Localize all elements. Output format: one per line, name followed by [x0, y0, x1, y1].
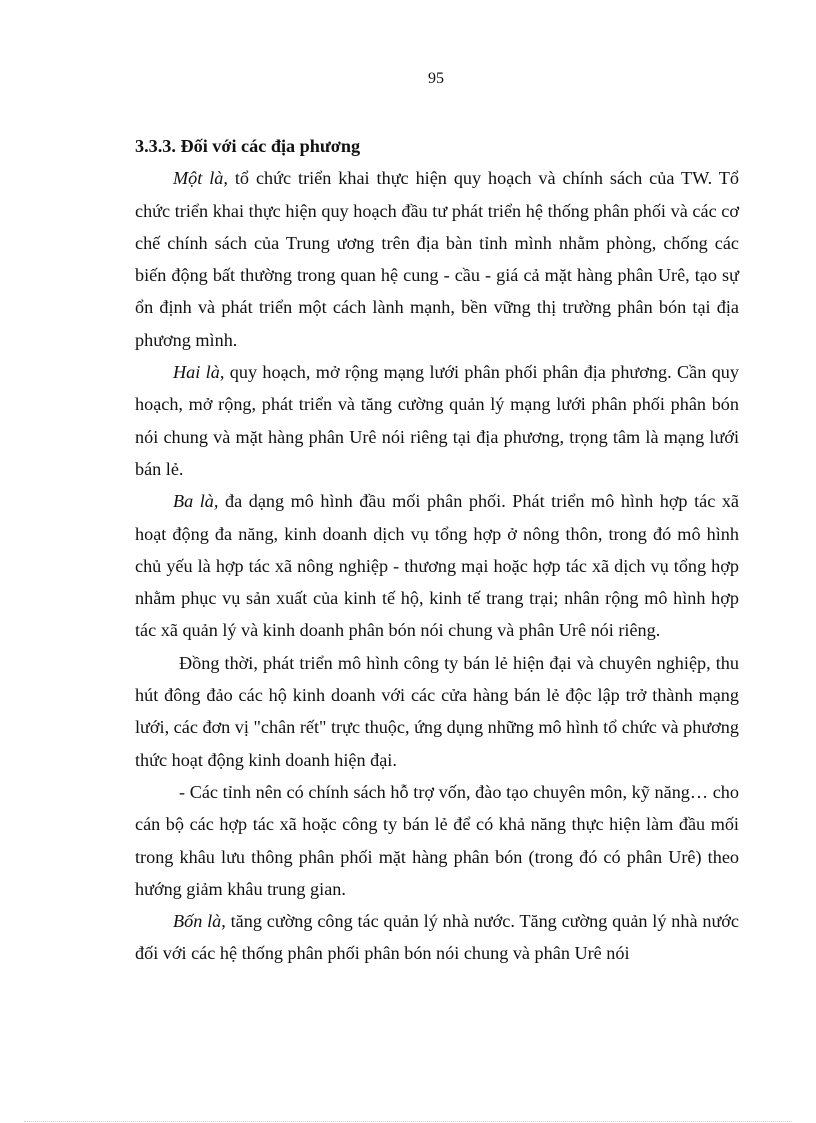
paragraph — [135, 162, 739, 356]
paragraph-lead: Bốn là — [173, 911, 222, 932]
paragraph — [135, 485, 739, 646]
document-body — [135, 130, 739, 970]
paragraph-lead: Hai là — [173, 362, 220, 383]
paragraph-text: Đồng thời, phát triển mô hình công ty bán lẻ hiện đại và chuyên nghiệp, thu hút đông đảo các hộ kinh doanh với các cửa hàng bán lẻ độc lập trở thành mạng lưới, các đơn vị "chân rết" trực thuộc, ứng dụng những mô hình tổ chức và phương thức hoạt động kinh doanh hiện đại. — [135, 652, 739, 770]
paragraph-lead: Một là, — [173, 168, 228, 189]
paragraph-lead: Ba là, — [173, 491, 219, 512]
page-number: 95 — [428, 70, 444, 87]
paragraph-text: , quy hoạch, mở rộng mạng lưới phân phối phân địa phương. Cần quy hoạch, mở rộng, phát triển và tăng cường quản lý mạng lưới phân phối phân bón nói chung và mặt hàng phân Urê nói riêng tại địa phương, trọng tâm là mạng lưới bán lẻ. — [135, 362, 739, 479]
paragraph — [135, 905, 739, 970]
paragraph — [135, 356, 739, 485]
page-bottom-divider — [24, 1121, 792, 1122]
paragraph-text: , tăng cường công tác quản lý nhà nước. Tăng cường quản lý nhà nước đối với các hệ thống phân phối phân bón nói chung và phân Urê nói — [135, 911, 739, 964]
paragraph — [135, 776, 739, 905]
section-heading: 3.3.3. Đối với các địa phương — [135, 136, 361, 156]
paragraph-text: - Các tỉnh nên có chính sách hỗ trợ vốn, đào tạo chuyên môn, kỹ năng… cho cán bộ các hợp tác xã hoặc công ty bán lẻ để có khả năng thực hiện làm đầu mối trong khâu lưu thông phân phối mặt hàng phân bón (trong đó có phân Urê) theo hướng giảm khâu trung gian. — [135, 781, 739, 899]
paragraph — [135, 647, 739, 776]
paragraph-text: tổ chức triển khai thực hiện quy hoạch và chính sách của TW. Tổ chức triển khai thực hiện quy hoạch đầu tư phát triển hệ thống phân phối và các cơ chế chính sách của Trung ương trên địa bàn tỉnh mình nhằm phòng, chống các biến động bất thường trong quan hệ cung - cầu - giá cả mặt hàng phân Urê, tạo sự ổn định và phát triển một cách lành mạnh, bền vững thị trường phân bón tại địa phương mình. — [135, 168, 739, 350]
paragraph-text: đa dạng mô hình đầu mối phân phối. Phát triển mô hình hợp tác xã hoạt động đa năng, kinh doanh dịch vụ tổng hợp ở nông thôn, trong đó mô hình chủ yếu là hợp tác xã nông nghiệp - thương mại hoặc hợp tác xã dịch vụ tổng hợp nhằm phục vụ sản xuất của kinh tế hộ, kinh tế trang trại; nhân rộng mô hình hợp tác xã quản lý và kinh doanh phân bón nói chung và phân Urê nói riêng. — [135, 491, 739, 641]
